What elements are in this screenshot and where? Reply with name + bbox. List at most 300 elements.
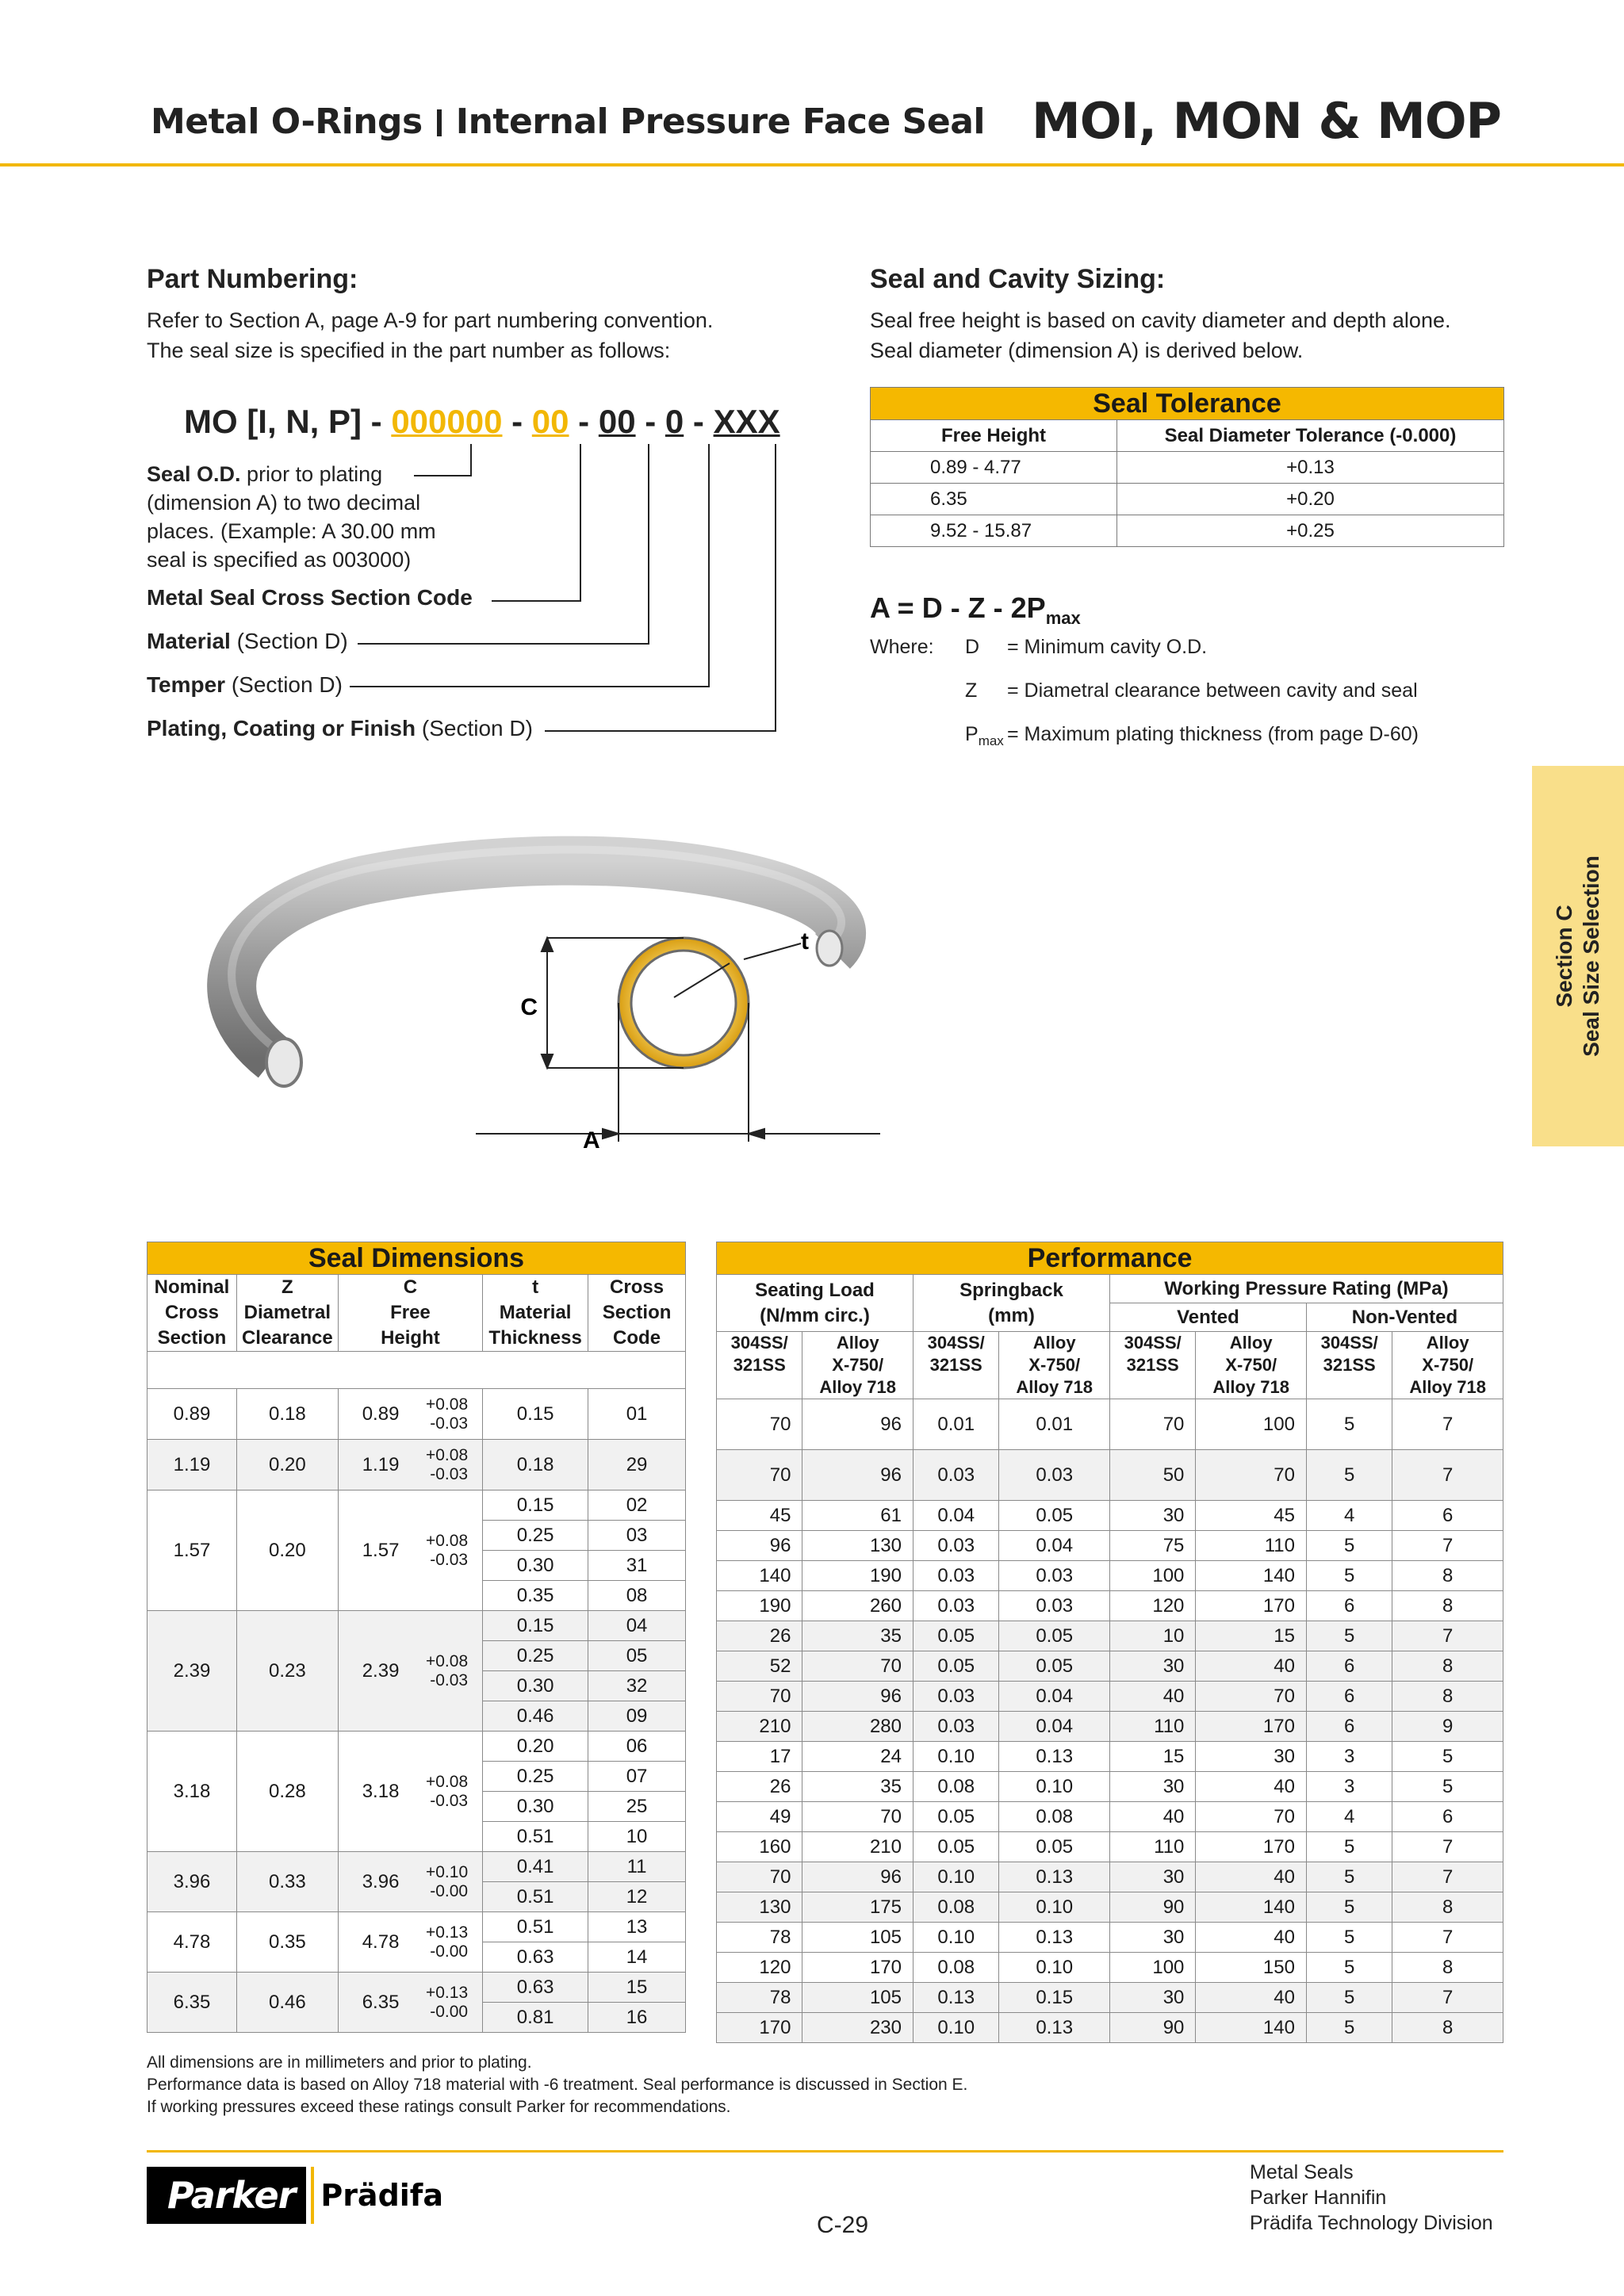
cross-section-code: 09 — [588, 1701, 686, 1732]
table-row — [147, 1852, 686, 1882]
code-plating: XXX — [713, 403, 780, 440]
vented-304ss: 30 — [1109, 1862, 1195, 1892]
code-temper: 0 — [665, 403, 684, 440]
vented-alloy: 40 — [1196, 1862, 1307, 1892]
diametral-clearance: 0.20 — [236, 1440, 338, 1490]
table-row — [147, 1389, 686, 1440]
table-row: 0.89 - 4.77 +0.13 — [871, 452, 1504, 484]
perf-subcol-alloy: Alloy X-750/ Alloy 718 — [999, 1332, 1110, 1399]
seating-load-304ss: 78 — [717, 1983, 802, 2013]
header-series: MOI, MON & MOP — [1032, 92, 1501, 150]
springback-alloy: 0.05 — [999, 1651, 1110, 1682]
label-a: A — [583, 1127, 600, 1154]
dims-table-title: Seal Dimensions — [147, 1242, 686, 1275]
material-thickness: 0.35 — [483, 1581, 588, 1611]
perf-col-seating-load: Seating Load (N/mm circ.) — [717, 1275, 914, 1332]
material-thickness: 0.63 — [483, 1942, 588, 1973]
material-thickness: 0.25 — [483, 1521, 588, 1551]
formula-d-symbol: D — [965, 636, 980, 658]
vented-alloy: 110 — [1196, 1531, 1307, 1561]
temper-label: Temper (Section D) — [147, 672, 343, 697]
vented-304ss: 90 — [1109, 2013, 1195, 2043]
table-row: 9.52 - 15.87 +0.25 — [871, 515, 1504, 547]
material-thickness: 0.30 — [483, 1551, 588, 1581]
vented-alloy: 70 — [1196, 1802, 1307, 1832]
label-c: C — [520, 994, 538, 1020]
vented-304ss: 110 — [1109, 1712, 1195, 1742]
seating-load-304ss: 96 — [717, 1531, 802, 1561]
vented-alloy: 170 — [1196, 1832, 1307, 1862]
seating-load-alloy: 175 — [802, 1892, 914, 1923]
table-row — [717, 1531, 1503, 1561]
plating-label: Plating, Coating or Finish (Section D) — [147, 716, 533, 740]
formula-d-desc: = Minimum cavity O.D. — [1007, 636, 1208, 658]
seating-load-alloy: 61 — [802, 1501, 914, 1531]
table-row — [717, 1742, 1503, 1772]
springback-304ss: 0.03 — [913, 1591, 998, 1621]
non-vented-alloy: 8 — [1392, 2013, 1503, 2043]
dims-header-spacer — [147, 1352, 686, 1389]
non-vented-304ss: 6 — [1306, 1682, 1392, 1712]
springback-304ss: 0.10 — [913, 1742, 998, 1772]
code-dash-3: - — [635, 403, 665, 440]
non-vented-alloy: 9 — [1392, 1712, 1503, 1742]
diametral-clearance: 0.18 — [236, 1389, 338, 1440]
intro-line-1: Refer to Section A, page A-9 for part numbering convention. — [147, 308, 714, 332]
non-vented-alloy: 8 — [1392, 1561, 1503, 1591]
non-vented-304ss: 5 — [1306, 2013, 1392, 2043]
code-dash-4: - — [684, 403, 714, 440]
material-label: Material (Section D) — [147, 629, 348, 653]
vented-304ss: 30 — [1109, 1772, 1195, 1802]
springback-304ss: 0.04 — [913, 1501, 998, 1531]
vented-304ss: 10 — [1109, 1621, 1195, 1651]
vented-alloy: 100 — [1196, 1399, 1307, 1450]
table-notes: All dimensions are in millimeters and prior to plating. Performance data is based on Alloy 718 material with -6 treatment. Seal performance is discussed in Section E. If working pressures exceed these ratings consult Parker for recommendations. — [147, 2053, 968, 2116]
non-vented-304ss: 5 — [1306, 1621, 1392, 1651]
vented-alloy: 40 — [1196, 1651, 1307, 1682]
cross-section-code: 03 — [588, 1521, 686, 1551]
table-row — [147, 1611, 686, 1641]
vented-304ss: 15 — [1109, 1742, 1195, 1772]
springback-304ss: 0.05 — [913, 1802, 998, 1832]
material-thickness: 0.41 — [483, 1852, 588, 1882]
non-vented-304ss: 5 — [1306, 1832, 1392, 1862]
non-vented-alloy: 8 — [1392, 1892, 1503, 1923]
nominal-cross-section: 3.18 — [147, 1732, 237, 1852]
dims-col-c: C Free Height — [338, 1275, 482, 1352]
table-row — [717, 1682, 1503, 1712]
seating-load-alloy: 105 — [802, 1983, 914, 2013]
table-row — [717, 1399, 1503, 1450]
formula-z-symbol: Z — [965, 679, 978, 702]
section-side-tab-label: Section C Seal Size Selection — [1552, 855, 1603, 1057]
seating-load-alloy: 210 — [802, 1832, 914, 1862]
free-height: 2.39 +0.08 -0.03 — [338, 1611, 482, 1732]
perf-subcol-304ss: 304SS/ 321SS — [717, 1332, 802, 1399]
non-vented-304ss: 5 — [1306, 1983, 1392, 2013]
table-row — [717, 1591, 1503, 1621]
vented-alloy: 15 — [1196, 1621, 1307, 1651]
nominal-cross-section: 1.57 — [147, 1490, 237, 1611]
vented-alloy: 140 — [1196, 1561, 1307, 1591]
table-row — [717, 1862, 1503, 1892]
springback-alloy: 0.13 — [999, 1742, 1110, 1772]
springback-304ss: 0.05 — [913, 1832, 998, 1862]
seating-load-304ss: 17 — [717, 1742, 802, 1772]
non-vented-304ss: 4 — [1306, 1802, 1392, 1832]
table-row — [717, 1450, 1503, 1501]
seal-dimensions-table — [147, 1242, 686, 2033]
seating-load-304ss: 70 — [717, 1682, 802, 1712]
non-vented-alloy: 7 — [1392, 1621, 1503, 1651]
seating-load-alloy: 96 — [802, 1862, 914, 1892]
vented-304ss: 40 — [1109, 1802, 1195, 1832]
seal-od-label: Seal O.D. — [147, 462, 241, 486]
table-row — [717, 1953, 1503, 1983]
vented-304ss: 30 — [1109, 1501, 1195, 1531]
non-vented-304ss: 5 — [1306, 1923, 1392, 1953]
footer-rule — [147, 2150, 1503, 2152]
vented-alloy: 140 — [1196, 1892, 1307, 1923]
code-prefix: MO [I, N, P] - — [184, 403, 392, 440]
vented-304ss: 40 — [1109, 1682, 1195, 1712]
seating-load-alloy: 24 — [802, 1742, 914, 1772]
seating-load-304ss: 120 — [717, 1953, 802, 1983]
seating-load-alloy: 190 — [802, 1561, 914, 1591]
non-vented-alloy: 6 — [1392, 1802, 1503, 1832]
logo-divider — [311, 2167, 314, 2224]
table-row — [147, 1973, 686, 2003]
springback-304ss: 0.10 — [913, 1923, 998, 1953]
cross-section-code: 15 — [588, 1973, 686, 2003]
tolerance-col-diameter: Seal Diameter Tolerance (-0.000) — [1117, 420, 1504, 452]
formula-p-symbol: $P_{max}$ — [965, 723, 1004, 748]
header-category: Metal O-Rings — [151, 101, 423, 142]
non-vented-304ss: 5 — [1306, 1450, 1392, 1501]
cross-section-code: 31 — [588, 1551, 686, 1581]
non-vented-alloy: 5 — [1392, 1772, 1503, 1802]
code-dash-1: - — [502, 403, 532, 440]
logo-sub: Prädifa — [320, 2178, 443, 2213]
seating-load-304ss: 210 — [717, 1712, 802, 1742]
material-thickness: 0.51 — [483, 1822, 588, 1852]
non-vented-304ss: 6 — [1306, 1651, 1392, 1682]
seating-load-alloy: 170 — [802, 1953, 914, 1983]
springback-304ss: 0.08 — [913, 1892, 998, 1923]
cross-section-code: 25 — [588, 1792, 686, 1822]
springback-alloy: 0.13 — [999, 1923, 1110, 1953]
non-vented-alloy: 5 — [1392, 1742, 1503, 1772]
springback-304ss: 0.03 — [913, 1450, 998, 1501]
o-ring-diagram — [151, 793, 991, 1173]
table-row — [147, 1490, 686, 1521]
table-row — [717, 1892, 1503, 1923]
springback-alloy: 0.05 — [999, 1621, 1110, 1651]
vented-304ss: 90 — [1109, 1892, 1195, 1923]
springback-304ss: 0.13 — [913, 1983, 998, 2013]
springback-alloy: 0.05 — [999, 1501, 1110, 1531]
springback-alloy: 0.04 — [999, 1712, 1110, 1742]
seating-load-alloy: 96 — [802, 1682, 914, 1712]
springback-alloy: 0.15 — [999, 1983, 1110, 2013]
seating-load-304ss: 70 — [717, 1862, 802, 1892]
vented-304ss: 110 — [1109, 1832, 1195, 1862]
seating-load-304ss: 130 — [717, 1892, 802, 1923]
free-height: 3.18 +0.08 -0.03 — [338, 1732, 482, 1852]
seating-load-alloy: 70 — [802, 1651, 914, 1682]
seating-load-304ss: 160 — [717, 1832, 802, 1862]
free-height: 0.89 +0.08 -0.03 — [338, 1389, 482, 1440]
vented-304ss: 30 — [1109, 1651, 1195, 1682]
material-thickness: 0.15 — [483, 1611, 588, 1641]
springback-alloy: 0.10 — [999, 1772, 1110, 1802]
perf-subcol-304ss: 304SS/ 321SS — [1306, 1332, 1392, 1399]
free-height: 6.35 +0.13 -0.00 — [338, 1973, 482, 2033]
cross-section-code: 01 — [588, 1389, 686, 1440]
cross-section-code: 32 — [588, 1671, 686, 1701]
vented-304ss: 30 — [1109, 1983, 1195, 2013]
cross-section-code: 04 — [588, 1611, 686, 1641]
dims-col-nominal: Nominal Cross Section — [147, 1275, 237, 1352]
non-vented-304ss: 5 — [1306, 1892, 1392, 1923]
springback-304ss: 0.03 — [913, 1712, 998, 1742]
non-vented-alloy: 7 — [1392, 1399, 1503, 1450]
free-height: 1.57 +0.08 -0.03 — [338, 1490, 482, 1611]
vented-alloy: 170 — [1196, 1712, 1307, 1742]
seal-od-description: Seal O.D. prior to plating (dimension A) to two decimal places. (Example: A 30.00 mm seal is specified as 003000) — [147, 462, 436, 572]
tolerance-table-title: Seal Tolerance — [871, 388, 1504, 420]
seating-load-alloy: 35 — [802, 1772, 914, 1802]
springback-304ss: 0.03 — [913, 1531, 998, 1561]
label-t: t — [801, 928, 809, 955]
parker-logo — [147, 2163, 443, 2228]
non-vented-304ss: 5 — [1306, 1531, 1392, 1561]
seating-load-alloy: 260 — [802, 1591, 914, 1621]
material-thickness: 0.25 — [483, 1641, 588, 1671]
cross-section-code: 29 — [588, 1440, 686, 1490]
table-row — [717, 1501, 1503, 1531]
non-vented-304ss: 5 — [1306, 1953, 1392, 1983]
vented-304ss: 50 — [1109, 1450, 1195, 1501]
code-dash-2: - — [569, 403, 599, 440]
non-vented-alloy: 8 — [1392, 1953, 1503, 1983]
material-thickness: 0.18 — [483, 1440, 588, 1490]
cross-section-code: 11 — [588, 1852, 686, 1882]
vented-alloy: 45 — [1196, 1501, 1307, 1531]
formula-where: Where: — [870, 636, 934, 658]
non-vented-alloy: 7 — [1392, 1531, 1503, 1561]
cross-section-code: 13 — [588, 1912, 686, 1942]
table-row — [717, 1832, 1503, 1862]
code-material: 00 — [598, 403, 636, 440]
diametral-clearance: 0.35 — [236, 1912, 338, 1973]
non-vented-alloy: 7 — [1392, 1862, 1503, 1892]
table-row — [717, 1983, 1503, 2013]
non-vented-304ss: 6 — [1306, 1591, 1392, 1621]
seating-load-304ss: 26 — [717, 1621, 802, 1651]
seating-load-304ss: 26 — [717, 1772, 802, 1802]
seating-load-304ss: 170 — [717, 2013, 802, 2043]
nominal-cross-section: 3.96 — [147, 1852, 237, 1912]
seal-tolerance-table — [870, 387, 1504, 547]
perf-subcol-alloy: Alloy X-750/ Alloy 718 — [1196, 1332, 1307, 1399]
formula-p-desc: = Maximum plating thickness (from page D-60) — [1007, 723, 1419, 745]
diameter-formula: $A = D - Z - 2P_{max}$ — [870, 591, 1081, 629]
sizing-title: Seal and Cavity Sizing: — [870, 264, 1166, 294]
springback-alloy: 0.13 — [999, 1862, 1110, 1892]
nominal-cross-section: 2.39 — [147, 1611, 237, 1732]
vented-304ss: 100 — [1109, 1561, 1195, 1591]
part-number-leader-lines — [0, 0, 872, 753]
springback-alloy: 0.05 — [999, 1832, 1110, 1862]
vented-alloy: 40 — [1196, 1923, 1307, 1953]
springback-304ss: 0.05 — [913, 1621, 998, 1651]
springback-304ss: 0.10 — [913, 1862, 998, 1892]
springback-304ss: 0.03 — [913, 1682, 998, 1712]
seating-load-alloy: 230 — [802, 2013, 914, 2043]
table-row — [717, 1621, 1503, 1651]
cross-section-code: 07 — [588, 1762, 686, 1792]
code-cross-section: 00 — [531, 403, 569, 440]
intro-line-2: The seal size is specified in the part number as follows: — [147, 339, 671, 362]
vented-304ss: 75 — [1109, 1531, 1195, 1561]
non-vented-alloy: 8 — [1392, 1682, 1503, 1712]
seating-load-alloy: 70 — [802, 1802, 914, 1832]
springback-alloy: 0.01 — [999, 1399, 1110, 1450]
vented-304ss: 100 — [1109, 1953, 1195, 1983]
springback-alloy: 0.10 — [999, 1892, 1110, 1923]
vented-alloy: 170 — [1196, 1591, 1307, 1621]
dims-col-t: t Material Thickness — [483, 1275, 588, 1352]
cross-section-code: 08 — [588, 1581, 686, 1611]
perf-col-working-pressure: Working Pressure Rating (MPa) — [1109, 1275, 1503, 1303]
non-vented-304ss: 6 — [1306, 1712, 1392, 1742]
formula-z-desc: = Diametral clearance between cavity and seal — [1007, 679, 1418, 702]
seating-load-304ss: 49 — [717, 1802, 802, 1832]
diametral-clearance: 0.23 — [236, 1611, 338, 1732]
table-row — [147, 1440, 686, 1490]
vented-alloy: 30 — [1196, 1742, 1307, 1772]
seating-load-alloy: 105 — [802, 1923, 914, 1953]
vented-alloy: 150 — [1196, 1953, 1307, 1983]
dims-col-z: Z Diametral Clearance — [236, 1275, 338, 1352]
springback-304ss: 0.08 — [913, 1953, 998, 1983]
vented-alloy: 70 — [1196, 1682, 1307, 1712]
vented-alloy: 40 — [1196, 1983, 1307, 2013]
material-thickness: 0.20 — [483, 1732, 588, 1762]
material-thickness: 0.15 — [483, 1490, 588, 1521]
seating-load-304ss: 52 — [717, 1651, 802, 1682]
cross-section-code: 12 — [588, 1882, 686, 1912]
diametral-clearance: 0.28 — [236, 1732, 338, 1852]
seating-load-alloy: 96 — [802, 1450, 914, 1501]
free-height: 4.78 +0.13 -0.00 — [338, 1912, 482, 1973]
vented-304ss: 70 — [1109, 1399, 1195, 1450]
cross-section-code: 16 — [588, 2003, 686, 2033]
non-vented-alloy: 7 — [1392, 1923, 1503, 1953]
table-row — [717, 2013, 1503, 2043]
springback-304ss: 0.03 — [913, 1561, 998, 1591]
seating-load-304ss: 70 — [717, 1450, 802, 1501]
springback-alloy: 0.10 — [999, 1953, 1110, 1983]
nominal-cross-section: 1.19 — [147, 1440, 237, 1490]
springback-alloy: 0.03 — [999, 1561, 1110, 1591]
table-row — [147, 1912, 686, 1942]
code-size: 000000 — [391, 403, 503, 440]
non-vented-304ss: 4 — [1306, 1501, 1392, 1531]
non-vented-304ss: 5 — [1306, 1561, 1392, 1591]
springback-alloy: 0.04 — [999, 1682, 1110, 1712]
seating-load-304ss: 140 — [717, 1561, 802, 1591]
performance-table — [716, 1242, 1503, 2043]
perf-subcol-304ss: 304SS/ 321SS — [913, 1332, 998, 1399]
table-row — [717, 1923, 1503, 1953]
cross-section-code: 06 — [588, 1732, 686, 1762]
non-vented-alloy: 7 — [1392, 1983, 1503, 2013]
vented-304ss: 120 — [1109, 1591, 1195, 1621]
perf-col-non-vented: Non-Vented — [1306, 1303, 1503, 1332]
non-vented-304ss: 3 — [1306, 1742, 1392, 1772]
perf-col-vented: Vented — [1109, 1303, 1306, 1332]
diametral-clearance: 0.46 — [236, 1973, 338, 2033]
non-vented-alloy: 8 — [1392, 1591, 1503, 1621]
springback-alloy: 0.03 — [999, 1591, 1110, 1621]
material-thickness: 0.25 — [483, 1762, 588, 1792]
nominal-cross-section: 6.35 — [147, 1973, 237, 2033]
seating-load-304ss: 190 — [717, 1591, 802, 1621]
material-thickness: 0.51 — [483, 1882, 588, 1912]
cross-section-code: 14 — [588, 1942, 686, 1973]
free-height: 3.96 +0.10 -0.00 — [338, 1852, 482, 1912]
material-thickness: 0.30 — [483, 1792, 588, 1822]
dims-col-code: Cross Section Code — [588, 1275, 686, 1352]
page-number: C-29 — [817, 2212, 869, 2238]
non-vented-304ss: 5 — [1306, 1399, 1392, 1450]
ring-body — [232, 850, 842, 1086]
tolerance-col-free-height: Free Height — [871, 420, 1117, 452]
material-thickness: 0.15 — [483, 1389, 588, 1440]
table-row — [717, 1561, 1503, 1591]
header-subtitle: Internal Pressure Face Seal — [455, 101, 985, 142]
diametral-clearance: 0.20 — [236, 1490, 338, 1611]
vented-alloy: 140 — [1196, 2013, 1307, 2043]
vented-alloy: 40 — [1196, 1772, 1307, 1802]
nominal-cross-section: 0.89 — [147, 1389, 237, 1440]
vented-alloy: 70 — [1196, 1450, 1307, 1501]
seating-load-alloy: 96 — [802, 1399, 914, 1450]
material-thickness: 0.30 — [483, 1671, 588, 1701]
seating-load-304ss: 78 — [717, 1923, 802, 1953]
material-thickness: 0.51 — [483, 1912, 588, 1942]
logo-brand: Parker — [147, 2167, 306, 2224]
non-vented-alloy: 7 — [1392, 1832, 1503, 1862]
perf-subcol-alloy: Alloy X-750/ Alloy 718 — [1392, 1332, 1503, 1399]
material-thickness: 0.63 — [483, 1973, 588, 2003]
springback-304ss: 0.10 — [913, 2013, 998, 2043]
springback-alloy: 0.08 — [999, 1802, 1110, 1832]
springback-alloy: 0.13 — [999, 2013, 1110, 2043]
table-row: 6.35 +0.20 — [871, 484, 1504, 515]
perf-subcol-alloy: Alloy X-750/ Alloy 718 — [802, 1332, 914, 1399]
cross-section — [619, 938, 749, 1068]
material-thickness: 0.46 — [483, 1701, 588, 1732]
springback-304ss: 0.05 — [913, 1651, 998, 1682]
material-thickness: 0.81 — [483, 2003, 588, 2033]
springback-alloy: 0.03 — [999, 1450, 1110, 1501]
cross-section-code: 10 — [588, 1822, 686, 1852]
non-vented-alloy: 8 — [1392, 1651, 1503, 1682]
